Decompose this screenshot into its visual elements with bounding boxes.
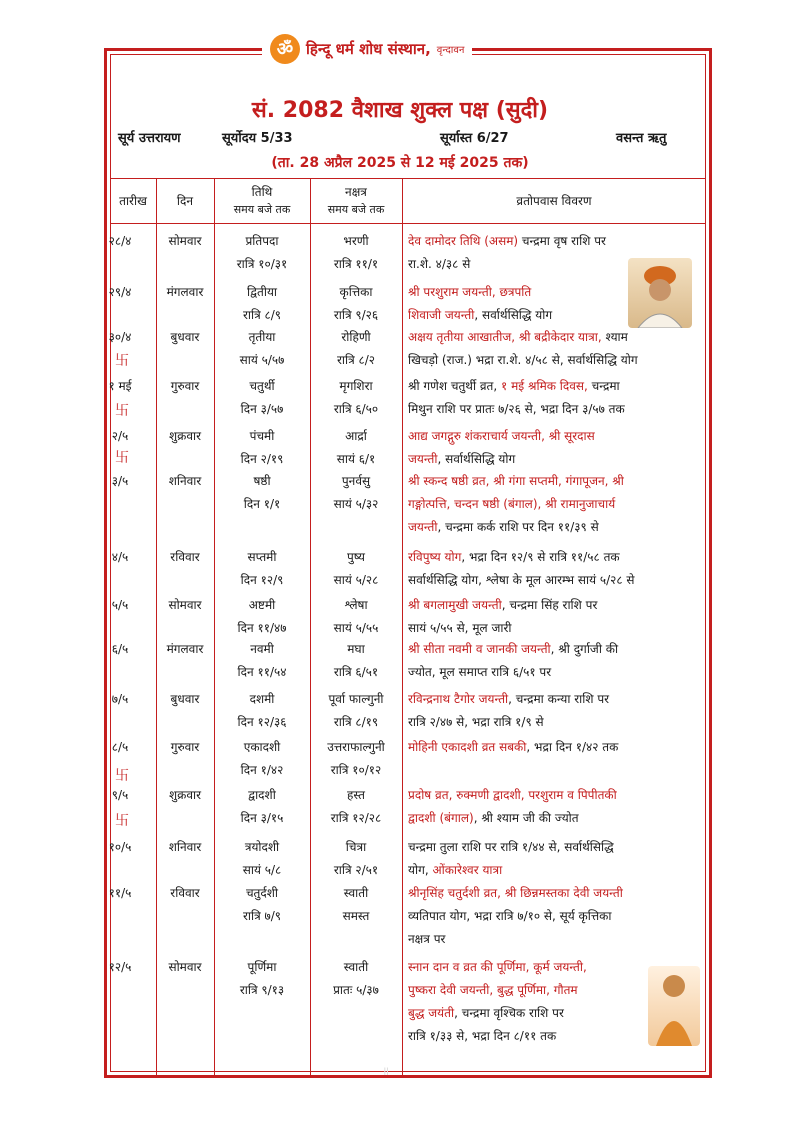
festival-text: बुद्ध जयंती bbox=[408, 1006, 455, 1020]
header-day: दिन bbox=[176, 193, 194, 208]
description-line bbox=[408, 861, 708, 878]
tithi-time-cell: सायं ५/८ bbox=[242, 863, 282, 877]
column-divider bbox=[402, 178, 403, 1078]
tithi-time-cell: दिन १/१ bbox=[243, 497, 281, 511]
description-line bbox=[408, 640, 708, 657]
nakshatra-cell: भरणी bbox=[343, 234, 369, 248]
surya-info: सूर्य उत्तरायण bbox=[118, 131, 181, 146]
date-cell: ९/५ bbox=[111, 788, 129, 802]
tithi-cell: प्रतिपदा bbox=[245, 234, 279, 248]
detail-text: रात्रि २/४७ से, भद्रा रात्रि १/९ से bbox=[408, 715, 544, 729]
brand-header bbox=[262, 32, 472, 66]
nakshatra-cell: मघा bbox=[347, 642, 365, 656]
header-description: व्रतोपवास विवरण bbox=[516, 193, 592, 208]
description-line bbox=[408, 571, 708, 588]
detail-text: , श्री दुर्गाजी की bbox=[550, 642, 619, 656]
festival-text: द्वादशी (बंगाल) bbox=[408, 811, 474, 825]
nakshatra-cell: रोहिणी bbox=[341, 330, 371, 344]
festival-text: अक्षय तृतीया आखातीज, श्री बद्रीकेदार यात्रा, bbox=[408, 330, 602, 344]
description-line bbox=[408, 472, 708, 489]
description-line bbox=[408, 495, 708, 512]
tithi-cell: पूर्णिमा bbox=[247, 960, 277, 974]
description-line bbox=[408, 232, 708, 249]
tithi-time-cell: दिन ११/५४ bbox=[237, 665, 287, 679]
nakshatra-time-cell: रात्रि ६/५० bbox=[333, 402, 379, 416]
description-line bbox=[408, 328, 708, 345]
date-cell: १०/५ bbox=[108, 840, 132, 854]
detail-text: , चन्द्रमा कन्या राशि पर bbox=[508, 692, 610, 706]
description-line bbox=[408, 809, 708, 826]
nakshatra-time-cell: प्रातः ५/३७ bbox=[333, 983, 379, 997]
tithi-time-cell: रात्रि ९/१३ bbox=[239, 983, 285, 997]
nakshatra-cell: पुष्य bbox=[346, 550, 366, 564]
detail-text: रात्रि १/३३ से, भद्रा दिन ८/११ तक bbox=[408, 1029, 557, 1043]
detail-text: नक्षत्र पर bbox=[408, 932, 446, 946]
description-line bbox=[408, 930, 708, 947]
festival-text: पुष्करा देवी जयन्ती, बुद्ध पूर्णिमा, गौतम bbox=[408, 983, 578, 997]
description-line bbox=[408, 377, 708, 394]
nakshatra-time-cell: रात्रि १०/१२ bbox=[330, 763, 382, 777]
day-cell: सोमवार bbox=[168, 960, 202, 974]
swastik-icon: 卐 bbox=[115, 813, 129, 829]
description-line bbox=[408, 619, 708, 636]
festival-text: आद्य जगद्गुरु शंकराचार्य जयन्ती, श्री सूरदास bbox=[408, 429, 595, 443]
detail-text: , श्री श्याम जी की ज्योत bbox=[473, 811, 579, 825]
description-line bbox=[408, 838, 708, 855]
tithi-time-cell: दिन ११/४७ bbox=[237, 621, 287, 635]
date-cell: ८/५ bbox=[111, 740, 129, 754]
detail-text: चन्द्रमा तुला राशि पर रात्रि १/४४ से, सर्वार्थसिद्धि bbox=[408, 840, 614, 854]
nakshatra-cell: श्लेषा bbox=[344, 598, 368, 612]
detail-text: , चन्द्रमा सिंह राशि पर bbox=[501, 598, 598, 612]
day-cell: शनिवार bbox=[168, 840, 202, 854]
description-line bbox=[408, 786, 708, 803]
nakshatra-time-cell: रात्रि ८/२ bbox=[336, 353, 376, 367]
day-cell: रविवार bbox=[170, 550, 200, 564]
tithi-cell: त्रयोदशी bbox=[244, 840, 280, 854]
festival-text: शिवाजी जयन्ती bbox=[408, 308, 475, 322]
description-line bbox=[408, 518, 708, 535]
festival-text: स्नान दान व व्रत की पूर्णिमा, कूर्म जयन्ती, bbox=[408, 960, 587, 974]
detail-text: श्याम bbox=[601, 330, 628, 344]
date-cell: १२/५ bbox=[108, 960, 132, 974]
tithi-cell: दशमी bbox=[249, 692, 275, 706]
nakshatra-time-cell: रात्रि ८/१९ bbox=[333, 715, 379, 729]
festival-text: जयन्ती bbox=[408, 520, 438, 534]
tithi-cell: पंचमी bbox=[249, 429, 275, 443]
suryast-info: सूर्यास्त 6/27 bbox=[440, 131, 509, 146]
festival-text: मोहिनी एकादशी व्रत सबकी bbox=[408, 740, 527, 754]
detail-text: चन्द्रमा bbox=[587, 379, 620, 393]
detail-text: खिचड़ो (राज.) भद्रा रा.शे. ४/५८ से, सर्वार्थसिद्धि योग bbox=[408, 353, 638, 367]
detail-text: मिथुन राशि पर प्रातः ७/२६ से, भद्रा दिन ३/५७ तक bbox=[408, 402, 625, 416]
shivaji-portrait-image bbox=[628, 258, 692, 328]
tithi-cell: सप्तमी bbox=[247, 550, 277, 564]
detail-text: , चन्द्रमा कर्क राशि पर दिन ११/३९ से bbox=[437, 520, 599, 534]
festival-text: श्री स्कन्द षष्ठी व्रत, श्री गंगा सप्तमी, गंगापूजन, श्री bbox=[408, 474, 624, 488]
nakshatra-cell: कृत्तिका bbox=[339, 285, 373, 299]
ritu-info: वसन्त ऋतु bbox=[616, 131, 667, 146]
day-cell: गुरुवार bbox=[170, 740, 200, 754]
description-line bbox=[408, 690, 708, 707]
nakshatra-time-cell: रात्रि ६/५१ bbox=[333, 665, 379, 679]
festival-text: श्री बगलामुखी जयन्ती bbox=[408, 598, 502, 612]
header-nakshatra: नक्षत्र समय बजे तक bbox=[327, 185, 385, 216]
brand-name: हिन्दू धर्म शोध संस्थान, bbox=[306, 40, 431, 58]
day-cell: सोमवार bbox=[168, 234, 202, 248]
detail-text: ज्योत, मूल समाप्त रात्रि ६/५१ पर bbox=[408, 665, 552, 679]
festival-text: प्रदोष व्रत, रुक्मणी द्वादशी, परशुराम व पिपीतकी bbox=[408, 788, 617, 802]
tithi-cell: तृतीया bbox=[248, 330, 276, 344]
tithi-time-cell: दिन १२/३६ bbox=[237, 715, 287, 729]
date-cell: ६/५ bbox=[111, 642, 129, 656]
date-cell: २९/४ bbox=[108, 285, 132, 299]
festival-text: ओंकारेश्वर यात्रा bbox=[432, 863, 503, 877]
swastik-icon: 卐 bbox=[115, 768, 129, 784]
date-cell: ३०/४ bbox=[108, 330, 132, 344]
festival-text: रविन्द्रनाथ टैगोर जयन्ती bbox=[408, 692, 509, 706]
tithi-time-cell: रात्रि ८/९ bbox=[242, 308, 282, 322]
tithi-cell: चतुर्थी bbox=[249, 379, 275, 393]
date-cell: २८/४ bbox=[108, 234, 132, 248]
festival-text: श्रीनृसिंह चतुर्दशी व्रत, श्री छिन्नमस्तका देवी जयन्ती bbox=[408, 886, 623, 900]
nakshatra-cell: पूर्वा फाल्गुनी bbox=[328, 692, 384, 706]
page-title: सं. 2082 वैशाख शुक्ल पक्ष (सुदी) bbox=[251, 98, 549, 123]
festival-text: श्री परशुराम जयन्ती, छत्रपति bbox=[408, 285, 532, 299]
detail-text: व्यतिपात योग, भद्रा रात्रि ७/१० से, सूर्य कृत्तिका bbox=[408, 909, 612, 923]
day-cell: मंगलवार bbox=[166, 285, 204, 299]
day-cell: शुक्रवार bbox=[168, 429, 202, 443]
table-header bbox=[110, 178, 706, 224]
tithi-cell: अष्टमी bbox=[248, 598, 276, 612]
nakshatra-time-cell: सायं ५/२८ bbox=[333, 573, 379, 587]
detail-text: श्री गणेश चतुर्थी व्रत, bbox=[408, 379, 502, 393]
nakshatra-cell: चित्रा bbox=[345, 840, 367, 854]
swastik-icon: 卐 bbox=[115, 353, 129, 369]
nakshatra-cell: मृगशिरा bbox=[339, 379, 373, 393]
watermark-icon: ॥ bbox=[382, 1064, 390, 1078]
description-line bbox=[408, 907, 708, 924]
tithi-time-cell: रात्रि १०/३१ bbox=[236, 257, 288, 271]
nakshatra-cell: उत्तराफाल्गुनी bbox=[327, 740, 385, 754]
nakshatra-cell: पुनर्वसु bbox=[341, 474, 371, 488]
day-cell: गुरुवार bbox=[170, 379, 200, 393]
detail-text: , सर्वार्थसिद्धि योग bbox=[437, 452, 516, 466]
day-cell: शनिवार bbox=[168, 474, 202, 488]
suryoday-info: सूर्योदय 5/33 bbox=[222, 131, 293, 146]
festival-text: जयन्ती bbox=[408, 452, 438, 466]
nakshatra-cell: स्वाती bbox=[343, 960, 369, 974]
day-cell: रविवार bbox=[170, 886, 200, 900]
buddha-portrait-image bbox=[648, 966, 700, 1046]
tithi-time-cell: दिन ३/५७ bbox=[240, 402, 284, 416]
tithi-cell: चतुर्दशी bbox=[245, 886, 279, 900]
tithi-cell: एकादशी bbox=[243, 740, 281, 754]
date-cell: ४/५ bbox=[111, 550, 129, 564]
tithi-cell: द्वितीया bbox=[246, 285, 278, 299]
date-cell: २/५ bbox=[111, 429, 129, 443]
detail-text: , भद्रा दिन १/४२ तक bbox=[526, 740, 619, 754]
tithi-cell: द्वादशी bbox=[248, 788, 276, 802]
nakshatra-time-cell: रात्रि ११/१ bbox=[333, 257, 379, 271]
detail-text: , भद्रा दिन १२/९ से रात्रि ११/५८ तक bbox=[461, 550, 620, 564]
description-line bbox=[408, 548, 708, 565]
description-line bbox=[408, 713, 708, 730]
om-logo-icon: ॐ bbox=[270, 34, 300, 64]
detail-text: , चन्द्रमा वृश्चिक राशि पर bbox=[454, 1006, 564, 1020]
tithi-cell: षष्ठी bbox=[253, 474, 271, 488]
festival-text: श्री सीता नवमी व जानकी जयन्ती bbox=[408, 642, 551, 656]
brand-place: वृन्दावन bbox=[436, 45, 465, 56]
nakshatra-time-cell: सायं ५/५५ bbox=[333, 621, 379, 635]
festival-text: देव दामोदर तिथि (असम) bbox=[408, 234, 519, 248]
festival-text: गङ्गोत्पत्ति, चन्दन षष्ठी (बंगाल), श्री रामानुजाचार्य bbox=[408, 497, 616, 511]
detail-text: रा.शे. ४/३८ से bbox=[408, 257, 471, 271]
date-range: (ता. 28 अप्रैल 2025 से 12 मई 2025 तक) bbox=[271, 155, 529, 171]
festival-text: १ मई श्रमिक दिवस, bbox=[501, 379, 588, 393]
description-line bbox=[408, 663, 708, 680]
swastik-icon: 卐 bbox=[115, 450, 129, 466]
nakshatra-cell: आर्द्रा bbox=[345, 429, 367, 443]
tithi-time-cell: दिन ३/१५ bbox=[240, 811, 284, 825]
description-line bbox=[408, 351, 708, 368]
detail-text: चन्द्रमा वृष राशि पर bbox=[518, 234, 606, 248]
tithi-time-cell: दिन १/४२ bbox=[240, 763, 284, 777]
detail-text: योग, bbox=[408, 863, 433, 877]
day-cell: बुधवार bbox=[170, 692, 200, 706]
detail-text: सर्वार्थसिद्धि योग, श्लेषा के मूल आरम्भ सायं ५/२८ से bbox=[408, 573, 635, 587]
festival-text: रविपुष्य योग bbox=[408, 550, 462, 564]
date-cell: ३/५ bbox=[111, 474, 129, 488]
nakshatra-time-cell: समस्त bbox=[342, 909, 370, 923]
date-cell: ५/५ bbox=[111, 598, 129, 612]
nakshatra-time-cell: रात्रि १२/२८ bbox=[330, 811, 382, 825]
swastik-icon: 卐 bbox=[115, 403, 129, 419]
nakshatra-time-cell: रात्रि ९/२६ bbox=[333, 308, 379, 322]
date-cell: ११/५ bbox=[108, 886, 132, 900]
detail-text: , सर्वार्थसिद्धि योग bbox=[474, 308, 553, 322]
nakshatra-time-cell: रात्रि २/५१ bbox=[333, 863, 379, 877]
tithi-time-cell: दिन १२/९ bbox=[240, 573, 284, 587]
tithi-time-cell: रात्रि ७/९ bbox=[242, 909, 282, 923]
day-cell: सोमवार bbox=[168, 598, 202, 612]
description-line bbox=[408, 450, 708, 467]
nakshatra-time-cell: सायं ५/३२ bbox=[333, 497, 379, 511]
nakshatra-time-cell: सायं ६/१ bbox=[336, 452, 376, 466]
date-cell: ७/५ bbox=[111, 692, 129, 706]
description-line bbox=[408, 596, 708, 613]
description-line bbox=[408, 400, 708, 417]
tithi-time-cell: सायं ५/५७ bbox=[239, 353, 285, 367]
tithi-cell: नवमी bbox=[250, 642, 274, 656]
description-line bbox=[408, 884, 708, 901]
day-cell: शुक्रवार bbox=[168, 788, 202, 802]
day-cell: बुधवार bbox=[170, 330, 200, 344]
date-cell: १ मई bbox=[108, 379, 132, 393]
column-divider bbox=[156, 178, 157, 1078]
detail-text: सायं ५/५५ से, मूल जारी bbox=[408, 621, 512, 635]
day-cell: मंगलवार bbox=[166, 642, 204, 656]
tithi-time-cell: दिन २/१९ bbox=[240, 452, 284, 466]
nakshatra-cell: हस्त bbox=[347, 788, 365, 802]
header-tithi: तिथि समय बजे तक bbox=[233, 185, 291, 216]
description-line bbox=[408, 738, 708, 755]
header-date: तारीख bbox=[119, 193, 147, 208]
description-line bbox=[408, 427, 708, 444]
nakshatra-cell: स्वाती bbox=[343, 886, 369, 900]
